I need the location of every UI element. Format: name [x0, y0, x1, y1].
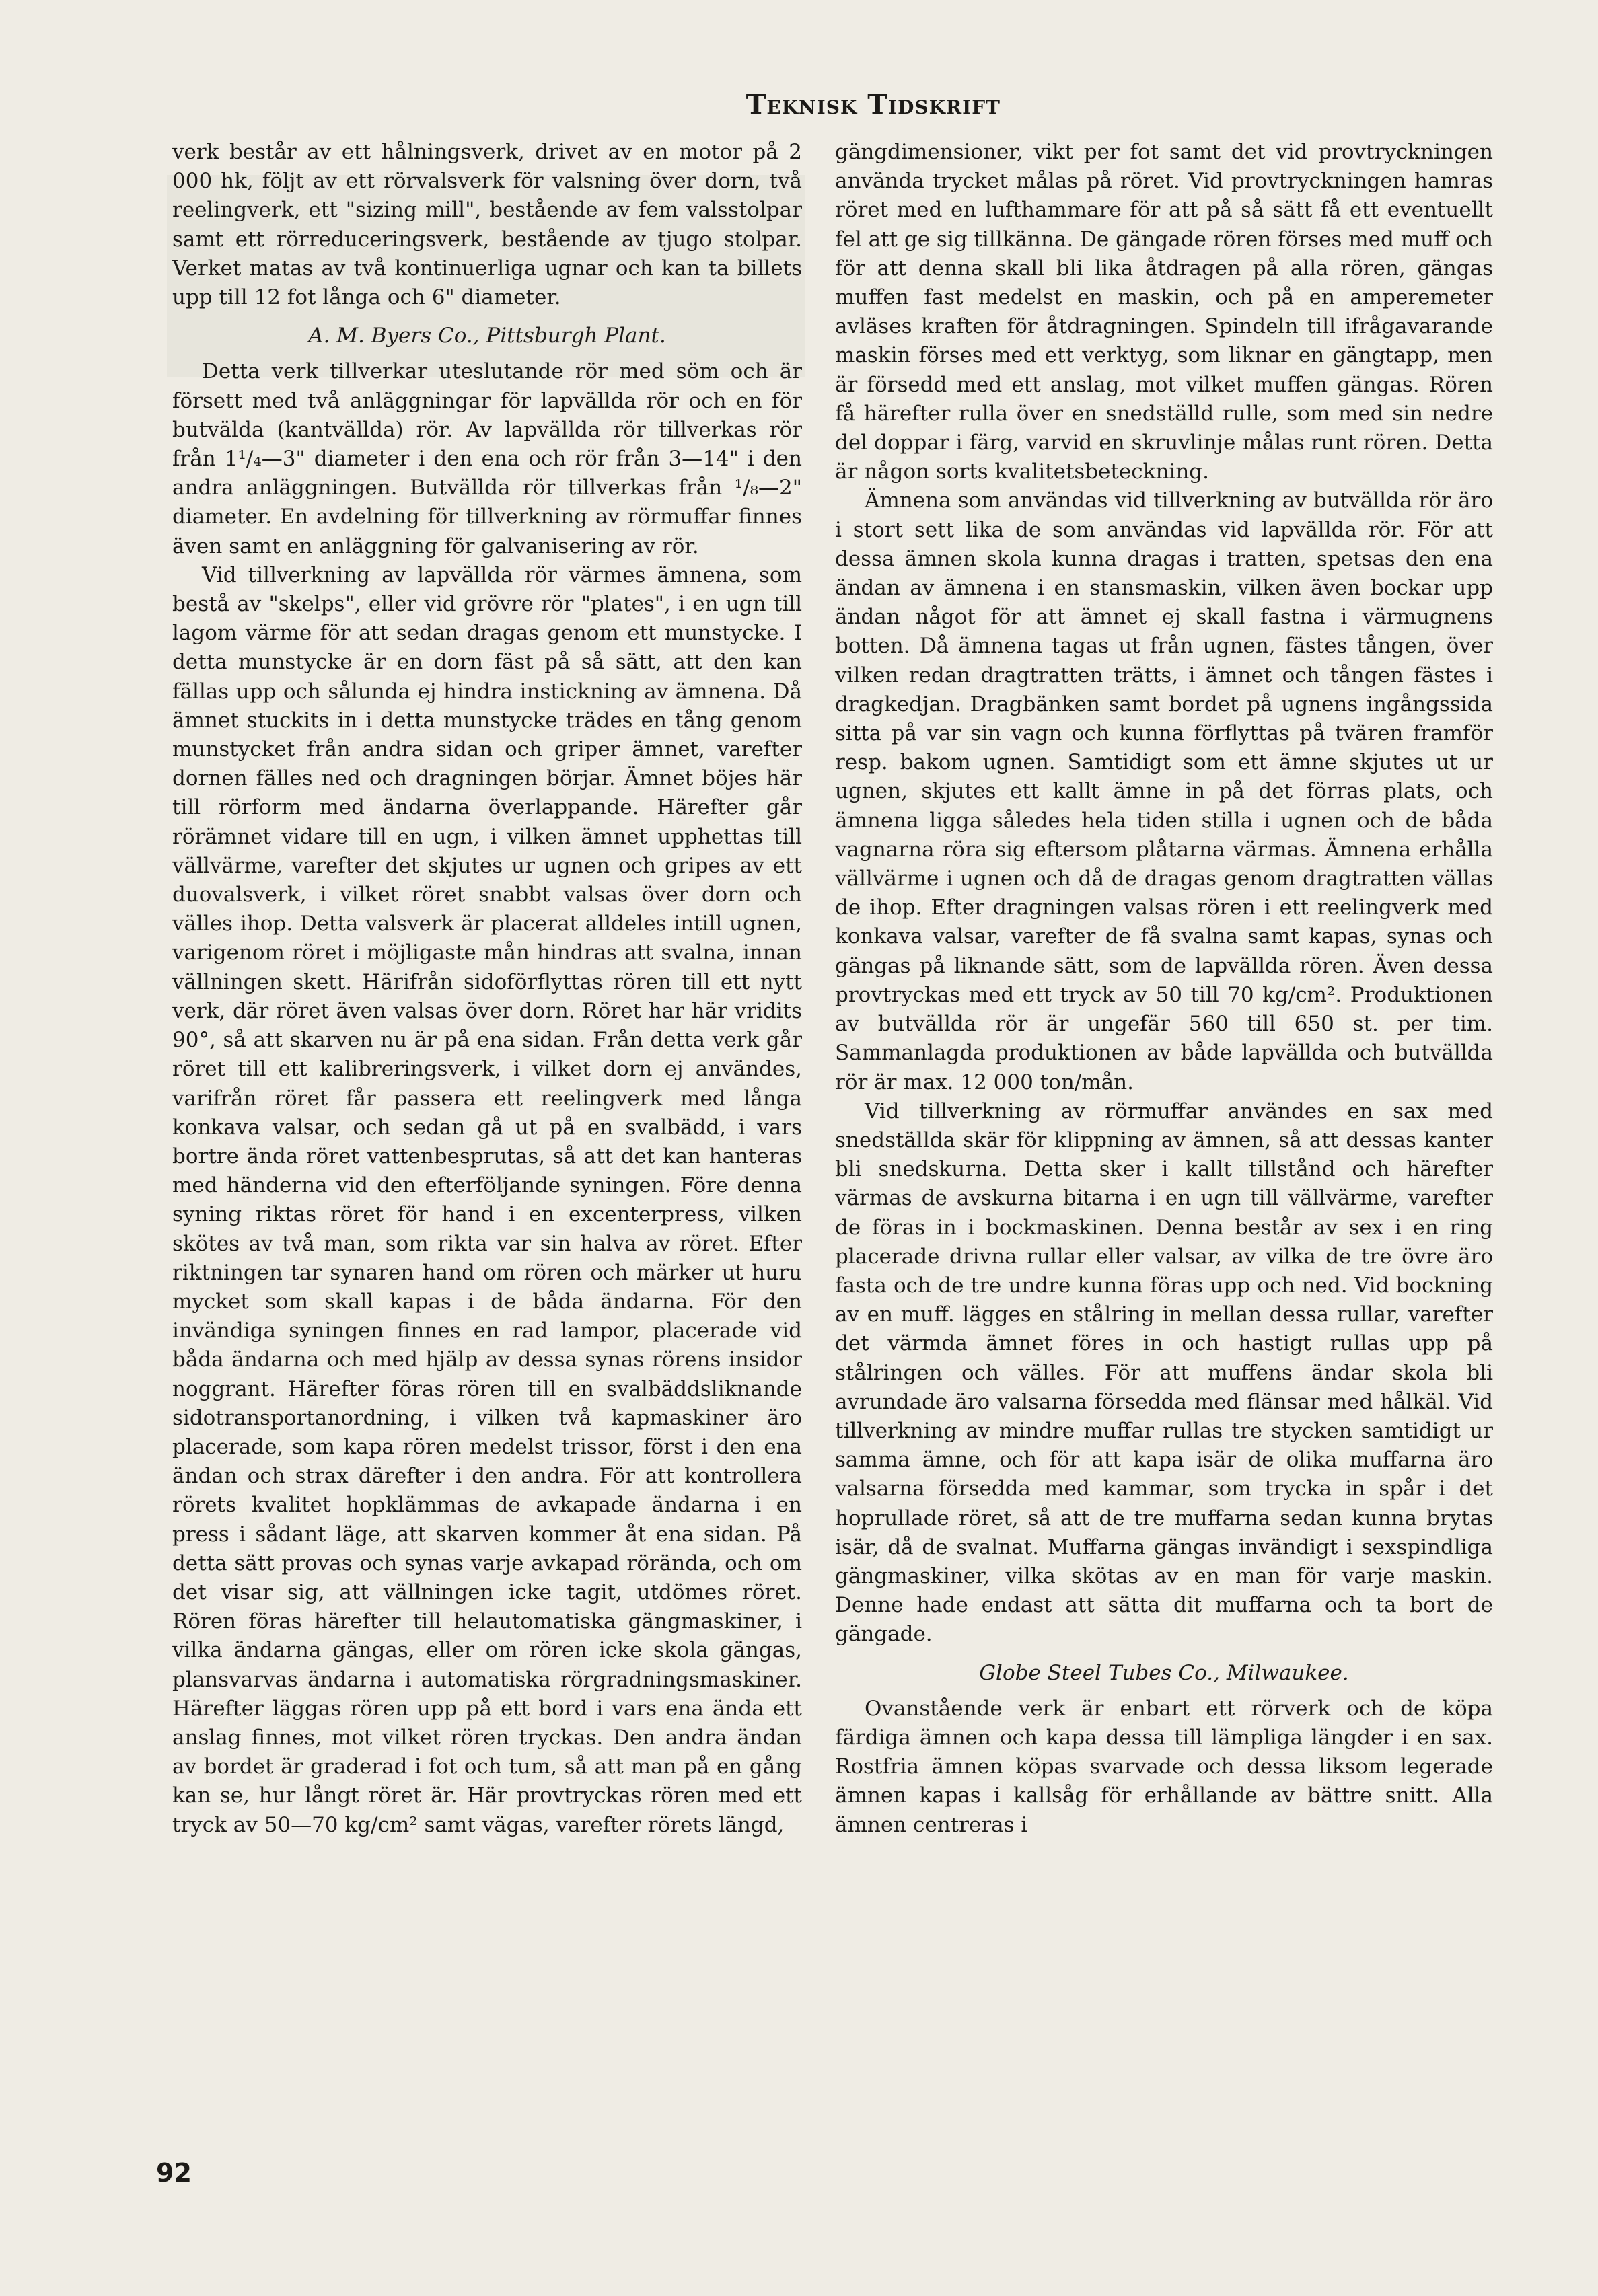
left-paragraph-2: Detta verk tillverkar uteslutande rör med söm och är försett med två anläggningar för lapvällda rör och en för butvälda (kantvällda) rör. Av lapvällda rör tillverkas rör från 1¹/₄—3" diameter i den ena och rör från 3—14" i den andra anläggningen. Butvällda rör tillverkas från ¹/₈—2" diameter. En avdelning för tillverkning av rörmuffar finnes även samt en anläggning för galvanisering av rör. — [172, 359, 802, 558]
section-heading-globe: Globe Steel Tubes Co., Milwaukee. — [979, 1660, 1349, 1685]
right-paragraph-1: gängdimensioner, vikt per fot samt det vid provtryckningen använda trycket målas på röret. Vid provtryckningen hamras röret med en lufthammare för att på så sätt få ett eventuellt fel att ge sig tillkänna. De gängade rören förses med muff och för att denna skall bli lika åtdragen på alla rören, gängas muffen fast medelst en maskin, och på en amperemeter avläses kraften för åtdragningen. Spindeln till ifrågavarande maskin förses med ett verktyg, som liknar en gängtapp, men är försedd med ett anslag, mot vilket muffen gängas. Rören få härefter rulla över en snedställd rulle, som med sin nedre del doppar i färg, varvid en skruvlinje målas runt rören. Detta är någon sorts kvalitetsbeteckning. — [835, 140, 1493, 484]
right-column — [835, 138, 1493, 1840]
left-paragraph-1: verk består av ett hålningsverk, drivet av en motor på 2 000 hk, följt av ett rörvalsverk för valsning över dorn, två reelingverk, ett "sizing mill", bestående av fem valsstolpar samt ett rörreduceringsverk, bestående av tjugo stolpar. Verket matas av två kontinuerliga ugnar och kan ta billets upp till 12 fot långa och 6" diameter. — [172, 140, 802, 310]
right-paragraph-3: Vid tillverkning av rörmuffar användes en sax med snedställda skär för klippning av ämnen, så att dessas kanter bli snedskurna. Detta sker i kallt tillstånd och härefter värmas de avskurna bitarna i en ugn till vällvärme, varefter de föras in i bockmaskinen. Denna består av sex i en ring placerade drivna rullar eller valsar, av vilka de tre övre äro fasta och de tre undre kunna föras upp och ned. Vid bockning av en muff. lägges en stålring in mellan dessa rullar, varefter det värmda ämnet föres in och hastigt rullas upp på stålringen och välles. För att muffens ändar skola bli avrundade äro valsarna försedda med flänsar med hålkäl. Vid tillverkning av mindre muffar rullas tre stycken samtidigt ur samma ämne, och för att kapa isär de olika muffarna äro valsarna försedda med kammar, som trycka in spår i det hoprullade röret, så att de tre muffarna sedan kunna brytas isär, då de svalnat. Muffarna gängas invändigt i sexspindliga gängmaskiner, vilka skötas av en man för varje maskin. Denne hade endast att sätta dit muffarna och ta bort de gängade. — [835, 1099, 1493, 1647]
page-number: 92 — [156, 2158, 192, 2188]
journal-header: Teknisk Tidskrift — [746, 89, 1001, 120]
right-paragraph-4: Ovanstående verk är enbart ett rörverk och de köpa färdiga ämnen och kapa dessa till lämpliga längder i en sax. Rostfria ämnen köpas svarvade och dessa liksom legerade ämnen kapas i kallsåg för erhållande av bättre snitt. Alla ämnen centreras i — [835, 1696, 1493, 1837]
left-column — [172, 138, 802, 1840]
left-paragraph-3: Vid tillverkning av lapvällda rör värmes ämnena, som bestå av "skelps", eller vid grövre rör "plates", i en ugn till lagom värme för att sedan dragas genom ett munstycke. I detta munstycke är en dorn fäst på så sätt, att den kan fällas upp och sålunda ej hindra instickning av ämnena. Då ämnet stuckits in i detta munstycke trädes en tång genom munstycket från andra sidan och griper ämnet, varefter dornen fälles ned och dragningen börjar. Ämnet böjes här till rörform med ändarna överlappande. Härefter går rörämnet vidare till en ugn, i vilken ämnet upphettas till vällvärme, varefter det skjutes ur ugnen och gripes av ett duovalsverk, i vilket röret snabbt valsas över dorn och välles ihop. Detta valsverk är placerat alldeles intill ugnen, varigenom röret i möjligaste mån hindras att svalna, innan vällningen skett. Härifrån sidoförflyttas rören till ett nytt verk, där röret även valsas över dorn. Röret har här vridits 90°, så att skarven nu är på ena sidan. Från detta verk går röret till ett kalibreringsverk, i vilket dorn ej användes, varifrån röret får passera ett reelingverk med långa konkava valsar, och sedan gå ut på en svalbädd, i vars bortre ända röret vattenbesprutas, så att det kan hanteras med händerna vid den efterföljande syningen. Före denna syning riktas röret för hand i en excenterpress, vilken skötes av två man, som rikta var sin halva av röret. Efter riktningen tar synaren hand om rören och märker ut huru mycket som skall kapas i de båda ändarna. För den invändiga syningen finnes en rad lampor, placerade vid båda ändarna och med hjälp av dessa synas rörens insidor noggrant. Härefter föras rören till en svalbäddsliknande sidotransportanordning, i vilken två kapmaskiner äro placerade, som kapa rören medelst trissor, först i den ena ändan och strax därefter i den andra. För att kontrollera rörets kvalitet hopklämmas de avkapade ändarna i en press i sådant läge, att skarven kommer åt ena sidan. På detta sätt provas och synas varje avkapad rörända, och om det visar sig, att vällningen icke tagit, utdömes röret. Rören föras härefter till helautomatiska gängmaskiner, i vilka ändarna gängas, eller om rören icke skola gängas, plansvarvas ändarna i automatiska rörgradningsmaskiner. Härefter läggas rören upp på ett bord i vars ena ända ett anslag finnes, mot vilket rören tryckas. Den andra ändan av bordet är graderad i fot och tum, så att man på en gång kan se, hur långt röret är. Här provtryckas rören med ett tryck av 50—70 kg/cm² samt vägas, varefter rörets längd, — [172, 562, 802, 1837]
section-heading-byers: A. M. Byers Co., Pittsburgh Plant. — [308, 324, 666, 348]
right-paragraph-2: Ämnena som användas vid tillverkning av butvällda rör äro i stort sett lika de som användas vid lapvällda rör. För att dessa ämnen skola kunna dragas i tratten, spetsas den ena ändan av ämnena i en stansmaskin, vilken även bockar upp ändan något för att ämnet ej skall fastna i värmugnens botten. Då ämnena tagas ut från ugnen, fästes tången, över vilken redan dragtratten trätts, i ämnet och tången fästes i dragkedjan. Dragbänken samt bordet på ugnens ingångssida sitta på var sin vagn och kunna förflyttas på tvären framför resp. bakom ugnen. Samtidigt som ett ämne skjutes ut ur ugnen, skjutes ett kallt ämne in på det förras plats, och ämnena ligga således hela tiden stilla i ugnen och de båda vagnarna röra sig eftersom plåtarna värmas. Ämnena erhålla vällvärme i ugnen och då de dragas genom dragtratten vällas de ihop. Efter dragningen valsas rören i ett reelingverk med konkava valsar, varefter de få svalna samt kapas, synas och gängas på liknande sätt, som de lapvällda rören. Även dessa provtryckas med ett tryck av 50 till 70 kg/cm². Produktionen av butvällda rör är ungefär 560 till 650 st. per tim. Sammanlagda produktionen av både lapvällda och butvällda rör är max. 12 000 ton/mån. — [835, 488, 1493, 1095]
